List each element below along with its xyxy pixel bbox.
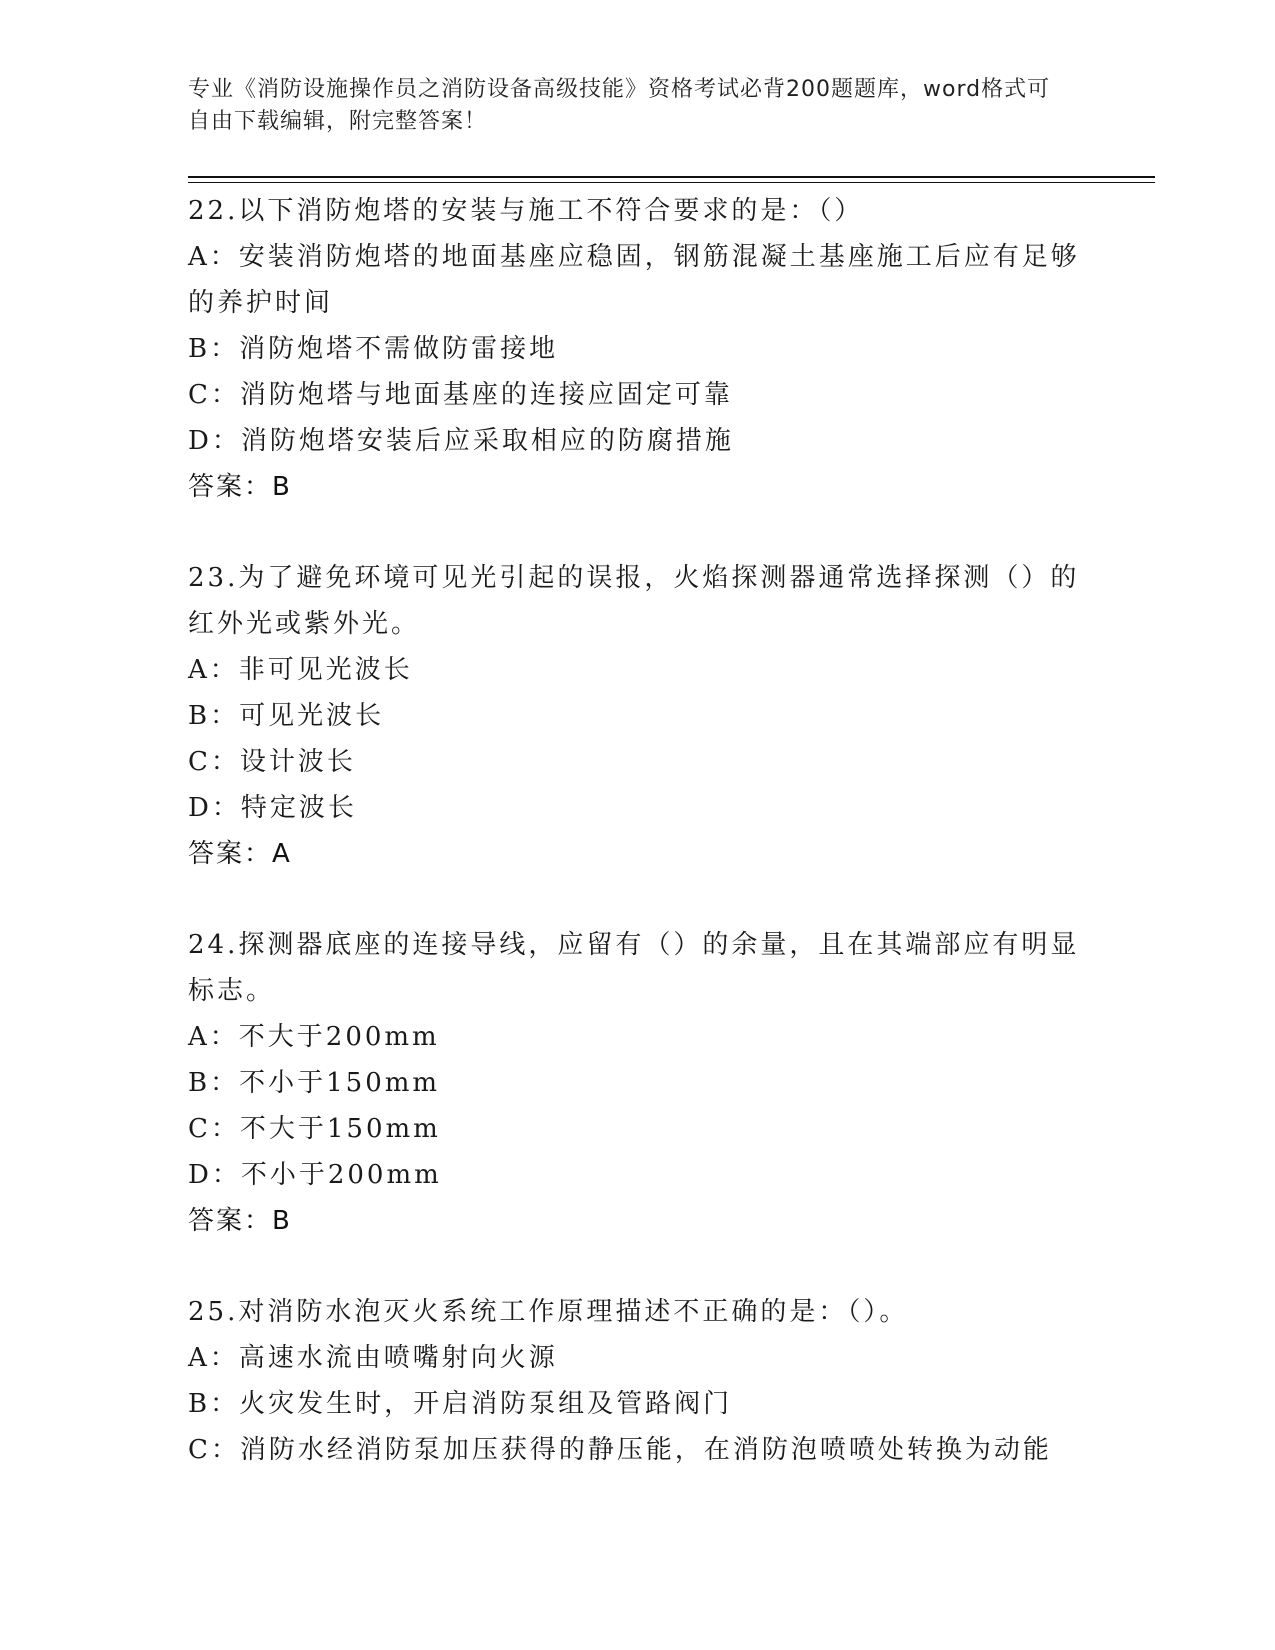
option-b: B：消防炮塔不需做防雷接地 [188, 334, 559, 364]
option-c: C：设计波长 [188, 747, 356, 777]
option-d: D：不小于200mm [188, 1160, 442, 1190]
option-a: A：高速水流由喷嘴射向火源 [188, 1343, 558, 1373]
question-24 [188, 922, 1088, 1244]
header-divider-thick [188, 176, 1155, 178]
header-divider-thin [188, 182, 1155, 183]
option-b: B：可见光波长 [188, 701, 385, 731]
question-stem: 24.探测器底座的连接导线，应留有（）的余量，且在其端部应有明显标志。 [188, 930, 1080, 1006]
question-list [188, 188, 1088, 1473]
question-22 [188, 188, 1088, 510]
question-25 [188, 1289, 1088, 1473]
question-stem: 22.以下消防炮塔的安装与施工不符合要求的是：（） [188, 196, 864, 226]
question-stem: 25.对消防水泡灭火系统工作原理描述不正确的是：（）。 [188, 1297, 909, 1327]
option-c: C：消防炮塔与地面基座的连接应固定可靠 [188, 380, 733, 410]
option-d: D：特定波长 [188, 793, 357, 823]
option-b: B：火灾发生时，开启消防泵组及管路阀门 [188, 1389, 733, 1419]
option-c: C：消防水经消防泵加压获得的静压能，在消防泡喷喷处转换为动能 [188, 1435, 1052, 1465]
answer-label: 答案：A [188, 839, 292, 869]
option-d: D：消防炮塔安装后应采取相应的防腐措施 [188, 426, 734, 456]
question-stem: 23.为了避免环境可见光引起的误报，火焰探测器通常选择探测（）的红外光或紫外光。 [188, 563, 1080, 639]
option-a: A：不大于200mm [188, 1022, 440, 1052]
option-a: A：非可见光波长 [188, 655, 413, 685]
option-b: B：不小于150mm [188, 1068, 441, 1098]
answer-label: 答案：B [188, 472, 292, 502]
option-c: C：不大于150mm [188, 1114, 441, 1144]
question-23 [188, 555, 1088, 877]
answer-label: 答案：B [188, 1206, 292, 1236]
option-a: A：安装消防炮塔的地面基座应稳固，钢筋混凝土基座施工后应有足够的养护时间 [188, 242, 1080, 318]
document-header: 专业《消防设施操作员之消防设备高级技能》资格考试必背200题题库，word格式可自由下载编辑，附完整答案！ [188, 77, 1051, 134]
